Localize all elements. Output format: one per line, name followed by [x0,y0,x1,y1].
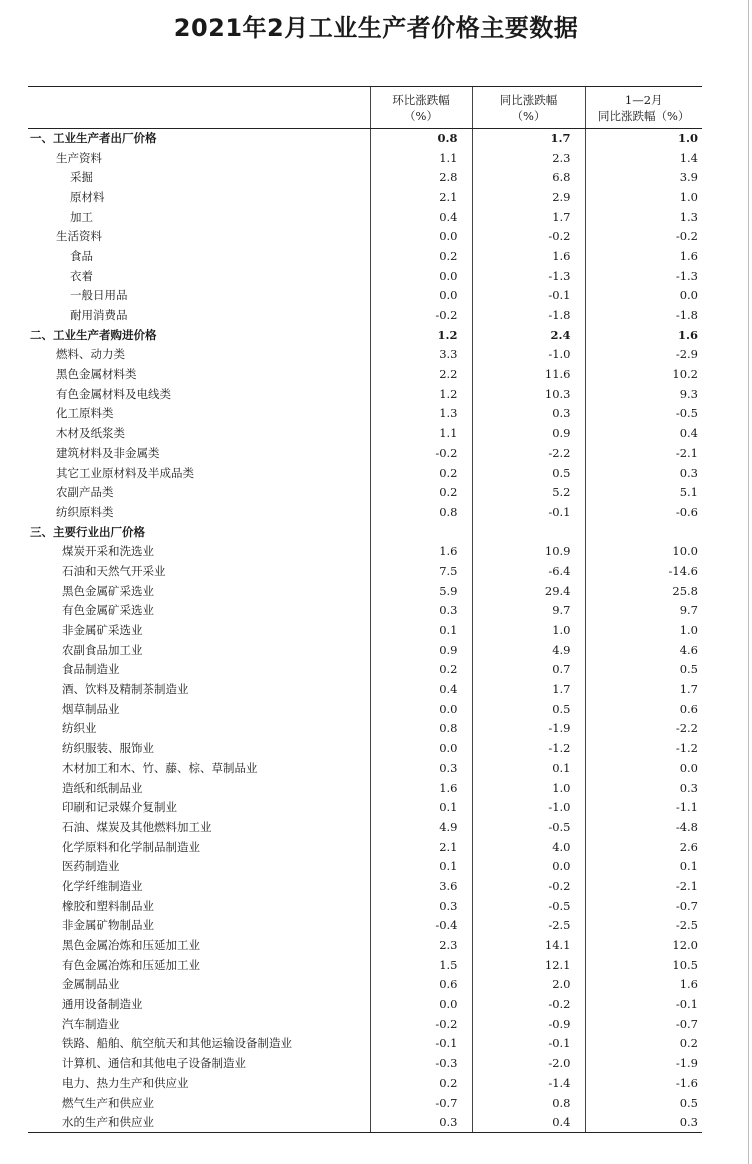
mom-value: 0.8 [370,719,472,739]
row-label: 加工 [70,209,93,224]
header-mom-label: 环比涨跌幅 [392,92,450,107]
mom-value: 0.6 [370,975,472,995]
ytd-value [585,522,702,542]
ytd-value: 0.6 [585,699,702,719]
ytd-value: 0.1 [585,857,702,877]
yoy-value: 0.1 [472,759,585,779]
row-label: 食品 [70,248,93,263]
table-row [28,955,702,975]
table-row [28,719,702,739]
ytd-value: 0.4 [585,424,702,444]
yoy-value: -1.9 [472,719,585,739]
table-row [28,581,702,601]
ytd-value: 0.3 [585,1113,702,1133]
yoy-value: -1.3 [472,266,585,286]
row-label: 生活资料 [56,229,102,244]
ytd-value: 1.4 [585,148,702,168]
mom-value: 0.4 [370,680,472,700]
mom-value: -0.2 [370,1014,472,1034]
ytd-value: -2.2 [585,719,702,739]
mom-value: 3.3 [370,345,472,365]
mom-value: 1.2 [370,325,472,345]
table-row [28,227,702,247]
ytd-value: -0.7 [585,1014,702,1034]
table-row [28,936,702,956]
header-ytd-period: 1—2月 [624,92,663,107]
table-row [28,837,702,857]
table-row [28,640,702,660]
row-label: 橡胶和塑料制品业 [62,898,154,913]
row-label: 生产资料 [56,150,102,165]
row-label: 纺织业 [62,721,97,736]
table-row [28,444,702,464]
mom-value: 0.0 [370,286,472,306]
row-label: 纺织原料类 [56,504,114,519]
row-label: 木材及纸浆类 [56,426,125,441]
ytd-value: -0.7 [585,896,702,916]
row-label: 其它工业原材料及半成品类 [56,465,194,480]
yoy-value: 2.4 [472,325,585,345]
table-row [28,1034,702,1054]
table-row [28,759,702,779]
row-label: 化学纤维制造业 [62,878,143,893]
row-label: 三、主要行业出厂价格 [30,524,145,539]
ytd-value: 1.6 [585,325,702,345]
row-label: 医药制造业 [62,859,120,874]
row-label: 有色金属冶炼和压延加工业 [62,957,200,972]
ytd-value: 0.2 [585,1034,702,1054]
row-label: 建筑材料及非金属类 [56,445,160,460]
yoy-value [472,522,585,542]
ytd-value: 1.7 [585,680,702,700]
yoy-value: 29.4 [472,581,585,601]
yoy-value: 0.8 [472,1093,585,1113]
yoy-value: -1.8 [472,306,585,326]
ytd-value: -0.2 [585,227,702,247]
table-row [28,680,702,700]
mom-value: 4.9 [370,818,472,838]
yoy-value: -2.0 [472,1054,585,1074]
header-yoy-unit: （%） [511,108,546,123]
ytd-value: 9.7 [585,601,702,621]
mom-value: 0.3 [370,896,472,916]
row-label: 印刷和记录媒介复制业 [62,800,177,815]
mom-value: 0.1 [370,621,472,641]
mom-value: 0.0 [370,266,472,286]
yoy-value: 1.0 [472,778,585,798]
yoy-value: 0.0 [472,857,585,877]
yoy-value: -0.5 [472,896,585,916]
ytd-value: 3.9 [585,168,702,188]
ytd-value: 1.6 [585,975,702,995]
yoy-value: 4.9 [472,640,585,660]
table-row [28,621,702,641]
yoy-value: 0.9 [472,424,585,444]
mom-value: 1.6 [370,542,472,562]
table-row [28,247,702,267]
ytd-value: 2.6 [585,837,702,857]
header-yoy [472,87,585,129]
table-row [28,601,702,621]
mom-value: 0.8 [370,129,472,149]
mom-value: 0.0 [370,739,472,759]
yoy-value: -6.4 [472,562,585,582]
yoy-value: -1.0 [472,798,585,818]
ytd-value: -0.6 [585,503,702,523]
ytd-value: 5.1 [585,483,702,503]
table-row [28,188,702,208]
ytd-value: 1.6 [585,247,702,267]
ytd-value: 10.2 [585,365,702,385]
table-row [28,207,702,227]
mom-value: 5.9 [370,581,472,601]
ytd-value: -2.5 [585,916,702,936]
mom-value: 0.3 [370,601,472,621]
ytd-value: -0.5 [585,404,702,424]
row-label: 衣着 [70,268,93,283]
row-label: 黑色金属材料类 [56,367,137,382]
yoy-value: 1.7 [472,207,585,227]
table-row [28,562,702,582]
header-mom-unit: （%） [404,108,438,123]
table-row [28,995,702,1015]
row-label: 纺织服装、服饰业 [62,741,154,756]
header-ytd [585,87,702,129]
header-blank [28,87,370,129]
ytd-value: 0.0 [585,286,702,306]
section-row [28,325,702,345]
ytd-value: 0.5 [585,660,702,680]
yoy-value: 11.6 [472,365,585,385]
table-row [28,424,702,444]
yoy-value: -0.5 [472,818,585,838]
table-row [28,660,702,680]
ytd-value: -1.2 [585,739,702,759]
yoy-value: 1.0 [472,621,585,641]
row-label: 采掘 [70,170,93,185]
ytd-value: 1.0 [585,129,702,149]
row-label: 酒、饮料及精制茶制造业 [62,682,189,697]
mom-value: 1.1 [370,148,472,168]
mom-value [370,522,472,542]
row-label: 化学原料和化学制品制造业 [62,839,200,854]
mom-value: 0.0 [370,227,472,247]
row-label: 食品制造业 [62,662,120,677]
row-label: 二、工业生产者购进价格 [30,327,157,342]
mom-value: 0.0 [370,995,472,1015]
mom-value: 0.3 [370,759,472,779]
mom-value: 1.2 [370,384,472,404]
yoy-value: 1.6 [472,247,585,267]
ytd-value: -1.9 [585,1054,702,1074]
mom-value: 0.1 [370,857,472,877]
table-row [28,1054,702,1074]
mom-value: 2.8 [370,168,472,188]
ytd-value: 9.3 [585,384,702,404]
mom-value: 0.2 [370,483,472,503]
yoy-value: 9.7 [472,601,585,621]
ytd-value: 4.6 [585,640,702,660]
mom-value: 2.1 [370,188,472,208]
ytd-value: -1.6 [585,1074,702,1094]
yoy-value: 2.0 [472,975,585,995]
table-row [28,1074,702,1094]
table-row [28,306,702,326]
ytd-value: -2.1 [585,877,702,897]
row-label: 非金属矿物制品业 [62,918,154,933]
yoy-value: -2.5 [472,916,585,936]
mom-value: 0.2 [370,463,472,483]
mom-value: -0.2 [370,306,472,326]
header-mom [370,87,472,129]
ytd-value: -1.3 [585,266,702,286]
row-label: 造纸和纸制品业 [62,780,143,795]
yoy-value: 2.9 [472,188,585,208]
table-row [28,916,702,936]
row-label: 计算机、通信和其他电子设备制造业 [62,1056,246,1071]
yoy-value: 0.4 [472,1113,585,1133]
yoy-value: 0.5 [472,699,585,719]
row-label: 木材加工和木、竹、藤、棕、草制品业 [62,760,258,775]
mom-value: 0.9 [370,640,472,660]
ytd-value: -4.8 [585,818,702,838]
ytd-value: 0.0 [585,759,702,779]
row-label: 黑色金属冶炼和压延加工业 [62,938,200,953]
row-label: 烟草制品业 [62,701,120,716]
table-row [28,266,702,286]
mom-value: 1.1 [370,424,472,444]
row-label: 铁路、船舶、航空航天和其他运输设备制造业 [62,1036,292,1051]
table-row [28,699,702,719]
mom-value: 0.8 [370,503,472,523]
table-row [28,975,702,995]
table-row [28,463,702,483]
mom-value: -0.7 [370,1093,472,1113]
mom-value: 2.3 [370,936,472,956]
section-row [28,129,702,149]
yoy-value: -1.2 [472,739,585,759]
mom-value: 2.1 [370,837,472,857]
yoy-value: 5.2 [472,483,585,503]
table-row [28,877,702,897]
row-label: 原材料 [70,189,105,204]
mom-value: 3.6 [370,877,472,897]
ytd-value: -14.6 [585,562,702,582]
table-row [28,148,702,168]
row-label: 通用设备制造业 [62,997,143,1012]
yoy-value: -0.1 [472,503,585,523]
mom-value: -0.4 [370,916,472,936]
table-row [28,1093,702,1113]
row-label: 耐用消费品 [70,308,128,323]
row-label: 水的生产和供应业 [28,1113,370,1133]
mom-value: 0.1 [370,798,472,818]
row-label: 有色金属材料及电线类 [56,386,171,401]
ytd-value: 12.0 [585,936,702,956]
mom-value: -0.1 [370,1034,472,1054]
table-row [28,286,702,306]
table-row [28,384,702,404]
yoy-value: 0.7 [472,660,585,680]
table-row [28,739,702,759]
row-label: 化工原料类 [56,406,114,421]
yoy-value: -0.2 [472,227,585,247]
yoy-value: 2.3 [472,148,585,168]
row-label: 燃料、动力类 [56,347,125,362]
table-row [28,168,702,188]
section-row [28,522,702,542]
row-label: 石油、煤炭及其他燃料加工业 [62,819,212,834]
page-edge-line [748,0,749,1164]
mom-value: 1.5 [370,955,472,975]
page-title: 2021年2月工业生产者价格主要数据 [173,14,579,42]
row-label: 一般日用品 [70,288,128,303]
yoy-value: -0.2 [472,877,585,897]
table-row [28,778,702,798]
mom-value: 0.2 [370,660,472,680]
yoy-value: -0.9 [472,1014,585,1034]
row-label: 石油和天然气开采业 [62,563,166,578]
mom-value: 0.3 [370,1113,472,1133]
row-label: 电力、热力生产和供应业 [62,1075,189,1090]
mom-value: 0.0 [370,699,472,719]
ytd-value: 1.0 [585,621,702,641]
ytd-value: -1.8 [585,306,702,326]
mom-value: -0.2 [370,444,472,464]
table-row [28,1113,702,1133]
yoy-value: 10.9 [472,542,585,562]
ytd-value: -2.1 [585,444,702,464]
row-label: 汽车制造业 [62,1016,120,1031]
mom-value: 0.2 [370,1074,472,1094]
header-ytd-label: 同比涨跌幅（%） [598,108,690,123]
ytd-value: 1.0 [585,188,702,208]
yoy-value: 12.1 [472,955,585,975]
row-label: 有色金属矿采选业 [62,603,154,618]
table-row [28,503,702,523]
table-row [28,483,702,503]
yoy-value: 0.5 [472,463,585,483]
yoy-value: 10.3 [472,384,585,404]
row-label: 农副食品加工业 [62,642,143,657]
ytd-value: -1.1 [585,798,702,818]
ytd-value: 10.0 [585,542,702,562]
ytd-value: 1.3 [585,207,702,227]
mom-value: 7.5 [370,562,472,582]
mom-value: 1.6 [370,778,472,798]
row-label: 煤炭开采和洗选业 [62,544,154,559]
row-label: 黑色金属矿采选业 [62,583,154,598]
row-label: 非金属矿采选业 [62,623,143,638]
mom-value: 2.2 [370,365,472,385]
yoy-value: -0.1 [472,1034,585,1054]
mom-value: 1.3 [370,404,472,424]
table-body [28,129,702,1133]
yoy-value: 6.8 [472,168,585,188]
table-row [28,345,702,365]
ytd-value: -2.9 [585,345,702,365]
mom-value: 0.4 [370,207,472,227]
row-label: 金属制品业 [62,977,120,992]
yoy-value: -0.1 [472,286,585,306]
table-row [28,857,702,877]
table-row [28,818,702,838]
table-row [28,404,702,424]
table-header-row [28,87,702,129]
ytd-value: 25.8 [585,581,702,601]
table-row [28,542,702,562]
table-row [28,798,702,818]
ytd-value: 0.3 [585,778,702,798]
header-yoy-label: 同比涨跌幅 [499,92,558,107]
ytd-value: -0.1 [585,995,702,1015]
ytd-value: 0.5 [585,1093,702,1113]
ytd-value: 0.3 [585,463,702,483]
yoy-value: 1.7 [472,680,585,700]
yoy-value: 4.0 [472,837,585,857]
yoy-value: 0.3 [472,404,585,424]
table-row [28,365,702,385]
row-label: 农副产品类 [56,485,114,500]
row-label: 一、工业生产者出厂价格 [30,131,157,146]
mom-value: -0.3 [370,1054,472,1074]
table-row [28,1014,702,1034]
row-label: 燃气生产和供应业 [62,1095,154,1110]
mom-value: 0.2 [370,247,472,267]
yoy-value: -0.2 [472,995,585,1015]
yoy-value: 1.7 [472,129,585,149]
ytd-value: 10.5 [585,955,702,975]
yoy-value: -1.0 [472,345,585,365]
yoy-value: 14.1 [472,936,585,956]
table-row [28,896,702,916]
price-data-table [28,86,702,1133]
yoy-value: -2.2 [472,444,585,464]
yoy-value: -1.4 [472,1074,585,1094]
